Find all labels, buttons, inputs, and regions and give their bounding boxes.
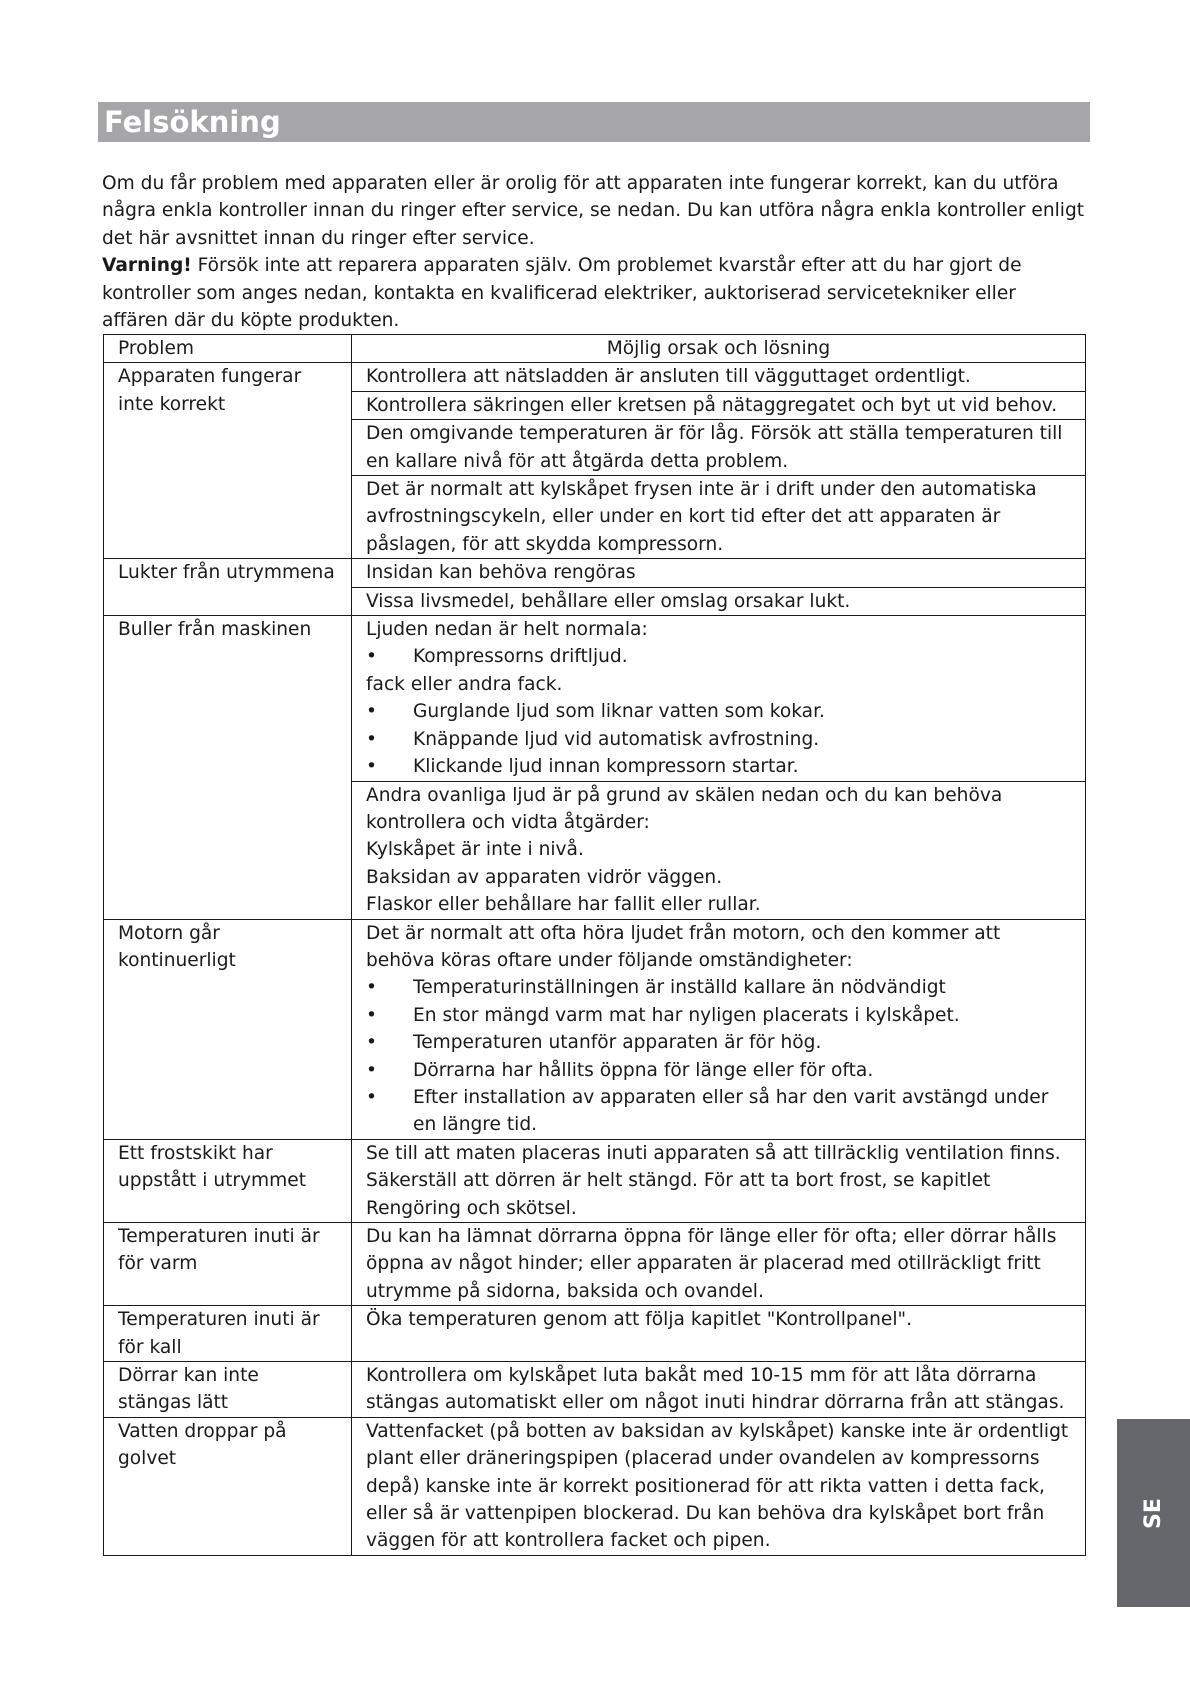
solution-cell — [352, 781, 1086, 919]
solution-line: Ljuden nedan är helt normala: — [366, 619, 648, 641]
solution-cell — [352, 1139, 1086, 1222]
troubleshooting-table — [103, 334, 1086, 1556]
solution-bullet: • Temperaturen utanför apparaten är för hög. — [366, 1029, 1071, 1056]
solution-bullet: • Gurglande ljud som liknar vatten som kokar. — [366, 698, 1071, 725]
solution-cell — [352, 587, 1086, 615]
table-header-row — [104, 335, 1086, 363]
solution-bullet: • Klickande ljud innan kompressorn startar. — [366, 753, 1071, 780]
warning-label: Varning! — [102, 255, 192, 277]
solution-line: Baksidan av apparaten vidrör väggen. — [366, 866, 723, 888]
solution-cell — [352, 420, 1086, 476]
solution-line: Öka temperaturen genom att följa kapitlet "Kontrollpanel". — [366, 1309, 912, 1331]
table-row — [104, 919, 1086, 1139]
table-row — [104, 559, 1086, 587]
problem-cell: Dörrar kan inte stängas lätt — [104, 1362, 352, 1418]
language-tab-label: SE — [1141, 1497, 1166, 1529]
solution-line: Kontrollera säkringen eller kretsen på nätaggregatet och byt ut vid behov. — [366, 394, 1058, 416]
solution-bullet: • Temperaturinställningen är inställd kallare än nödvändigt — [366, 974, 1071, 1001]
problem-cell: Vatten droppar på golvet — [104, 1417, 352, 1555]
table-body — [104, 363, 1086, 1555]
solution-line: Kylskåpet är inte i nivå. — [366, 839, 584, 861]
solution-cell — [352, 1417, 1086, 1555]
solution-line: Den omgivande temperaturen är för låg. Försök att ställa temperaturen till en kallare nivå för att åtgärda detta problem. — [366, 423, 1063, 472]
header-problem: Problem — [104, 335, 352, 363]
solution-cell — [352, 391, 1086, 419]
solution-line: Kontrollera om kylskåpet luta bakåt med 10-15 mm för att låta dörrarna stängas automatiskt eller om något inuti hindrar dörrarna från att stängas. — [366, 1365, 1065, 1414]
solution-line: Andra ovanliga ljud är på grund av skälen nedan och du kan behöva kontrollera och vidta åtgärder: — [366, 784, 1003, 833]
solution-cell — [352, 559, 1086, 587]
problem-cell: Ett frostskikt har uppstått i utrymmet — [104, 1139, 352, 1222]
table-row — [104, 1306, 1086, 1362]
problem-cell: Temperaturen inuti är för kall — [104, 1306, 352, 1362]
problem-cell: Buller från maskinen — [104, 616, 352, 919]
solution-line: Vattenfacket (på botten av baksidan av kylskåpet) kanske inte är ordentligt plant eller dräneringspipen (placerad under ovandelen av kompressorns depå) kanske inte är korrekt positionerad för att rikta vatten i detta fack, eller så är vattenpipen blockerad. Du kan behöva dra kylskåpet bort från väggen för att kontrollera facket och pipen. — [366, 1420, 1069, 1552]
table-row — [104, 1417, 1086, 1555]
solution-line: Kontrollera att nätsladden är ansluten till vägguttaget ordentligt. — [366, 366, 971, 388]
intro-paragraph: Om du får problem med apparaten eller är orolig för att apparaten inte fungerar korrekt, kan du utföra några enkla kontroller innan du ringer efter service, se nedan. Du kan utföra några enkla kontroller enligt det här avsnittet innan du ringer efter service. — [102, 173, 1085, 249]
section-title-bar — [98, 102, 1090, 142]
table-row — [104, 1223, 1086, 1306]
solution-line: Insidan kan behöva rengöras — [366, 562, 636, 584]
language-tab — [1117, 1419, 1190, 1607]
warning-text: Försök inte att reparera apparaten själv. Om problemet kvarstår efter att du har gjort de kontroller som anges nedan, kontakta en kvalificerad elektriker, auktoriserad servicetekniker eller affären där du köpte produkten. — [102, 255, 1022, 332]
table-row — [104, 363, 1086, 391]
solution-cell — [352, 919, 1086, 1139]
solution-line: Flaskor eller behållare har fallit eller rullar. — [366, 894, 761, 916]
solution-bullet: • Knäppande ljud vid automatisk avfrostning. — [366, 726, 1071, 753]
problem-cell: Motorn går kontinuerligt — [104, 919, 352, 1139]
solution-line: Vissa livsmedel, behållare eller omslag orsakar lukt. — [366, 590, 851, 612]
page-title: Felsökning — [104, 105, 281, 139]
table-row — [104, 1139, 1086, 1222]
intro-text — [102, 170, 1087, 334]
solution-line: Det är normalt att kylskåpet frysen inte är i drift under den automatiska avfrostningscykeln, eller under en kort tid efter det att apparaten är påslagen, för att skydda kompressorn. — [366, 479, 1037, 555]
solution-cell — [352, 363, 1086, 391]
solution-line: Se till att maten placeras inuti apparaten så att tillräcklig ventilation finns. Säkerställ att dörren är helt stängd. För att ta bort frost, se kapitlet Rengöring och skötsel. — [366, 1142, 1061, 1219]
solution-bullet: • En stor mängd varm mat har nyligen placerats i kylskåpet. — [366, 1002, 1071, 1029]
problem-cell: Apparaten fungerar inte korrekt — [104, 363, 352, 559]
solution-cell — [352, 476, 1086, 559]
problem-cell: Temperaturen inuti är för varm — [104, 1223, 352, 1306]
solution-cell — [352, 616, 1086, 781]
solution-bullet: • Efter installation av apparaten eller så har den varit avstängd under en längre tid. — [366, 1084, 1071, 1139]
solution-cell — [352, 1306, 1086, 1362]
table-row — [104, 1362, 1086, 1418]
table-row — [104, 616, 1086, 781]
problem-cell: Lukter från utrymmena — [104, 559, 352, 616]
header-solution: Möjlig orsak och lösning — [352, 335, 1086, 363]
solution-cell — [352, 1223, 1086, 1306]
solution-line: Det är normalt att ofta höra ljudet från motorn, och den kommer att behöva köras oftare under följande omständigheter: — [366, 922, 1001, 971]
solution-line: fack eller andra fack. — [366, 673, 563, 695]
solution-bullet: • Dörrarna har hållits öppna för länge eller för ofta. — [366, 1057, 1071, 1084]
warning-paragraph — [102, 252, 1087, 334]
solution-bullet: • Kompressorns driftljud. — [366, 643, 1071, 670]
solution-cell — [352, 1362, 1086, 1418]
solution-line: Du kan ha lämnat dörrarna öppna för länge eller för ofta; eller dörrar hålls öppna av något hinder; eller apparaten är placerad med otillräckligt fritt utrymme på sidorna, baksida och ovandel. — [366, 1226, 1057, 1302]
